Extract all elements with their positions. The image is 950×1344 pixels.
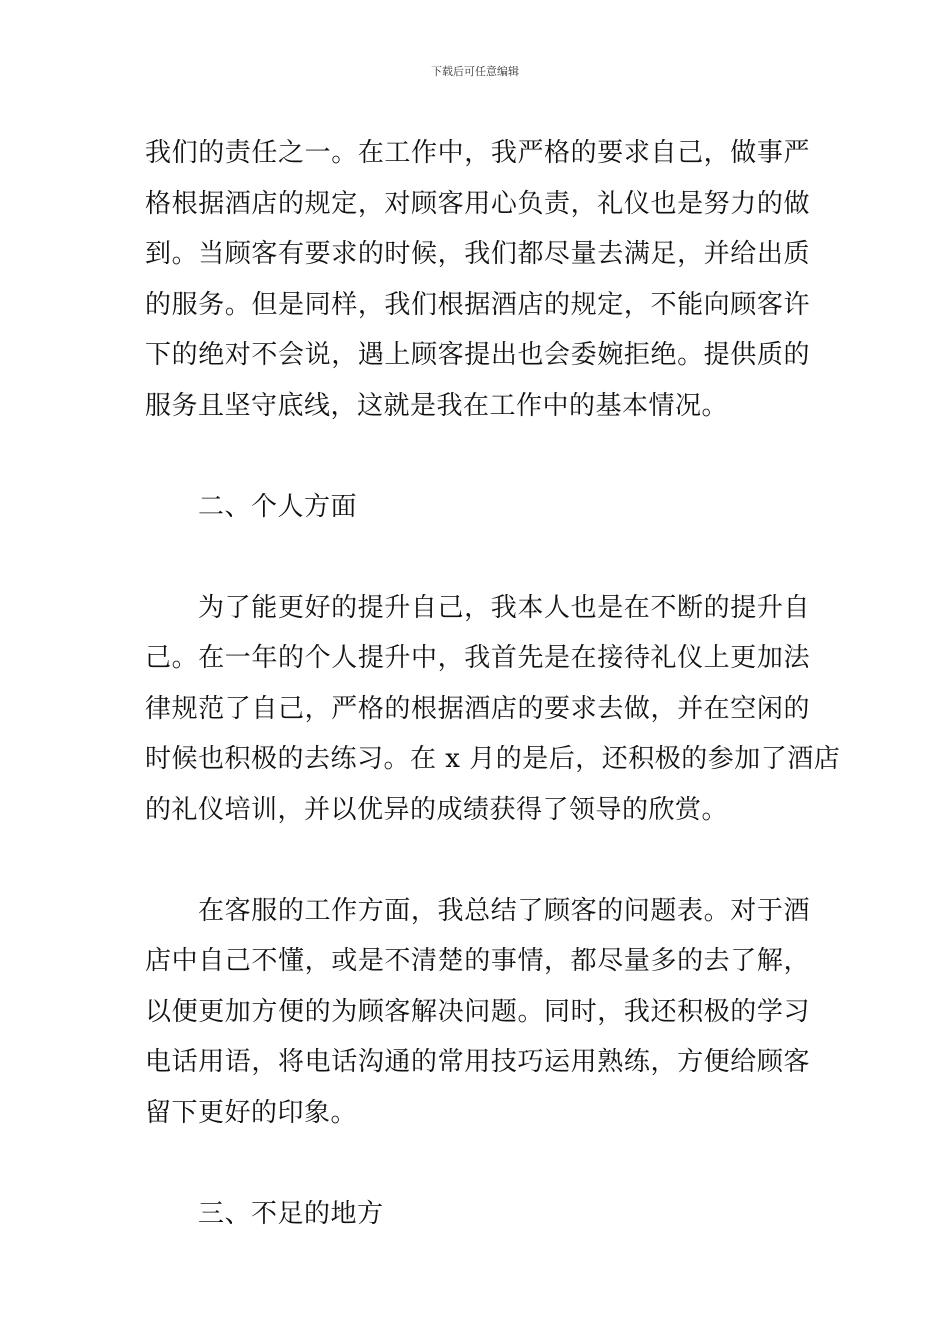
document-body (145, 128, 841, 1239)
paragraph-work-summary (145, 128, 810, 431)
paragraph-gap (145, 431, 810, 482)
text-line: 我们的责任之一。在工作中，我严格的要求自己，做事严 (145, 138, 810, 168)
text-line: 服务且坚守底线，这就是我在工作中的基本情况。 (145, 390, 729, 421)
text-line: 店中自己不懂，或是不清楚的事情，都尽量多的去了解， (145, 946, 810, 976)
text-line: 电话用语，将电话沟通的常用技巧运用熟练，方便给顾客 (145, 1047, 810, 1077)
text-line: 为了能更好的提升自己，我本人也是在不断的提升自 (198, 592, 810, 623)
text-line: 格根据酒店的规定，对顾客用心负责，礼仪也是努力的做 (145, 188, 810, 219)
paragraph-personal-improvement (145, 583, 841, 836)
paragraph-gap (145, 835, 810, 886)
text-line: 在客服的工作方面，我总结了顾客的问题表。对于酒 (198, 895, 810, 926)
text-line: 到。当顾客有要求的时候，我们都尽量去满足，并给出质 (145, 239, 810, 269)
text-line: 律规范了自己，严格的根据酒店的要求去做，并在空闲的 (145, 693, 810, 724)
section-heading-personal: 二、个人方面 (198, 491, 358, 522)
paragraph-customer-service (145, 886, 810, 1139)
text-line: 的礼仪培训，并以优异的成绩获得了领导的欣赏。 (145, 794, 729, 825)
text-line: 以便更加方便的为顾客解决问题。同时，我还积极的学习 (145, 996, 810, 1027)
text-line: 己。在一年的个人提升中，我首先是在接待礼仪上更加法 (145, 643, 810, 673)
text-line: 下的绝对不会说，遇上顾客提出也会委婉拒绝。提供质的 (145, 340, 810, 370)
text-line: 的服务。但是同样，我们根据酒店的规定，不能向顾客许 (145, 289, 810, 320)
paragraph-gap (145, 1138, 810, 1189)
text-line: 留下更好的印象。 (145, 1097, 358, 1128)
section-heading-shortcomings: 三、不足的地方 (198, 1198, 384, 1229)
paragraph-gap (145, 532, 810, 583)
text-line: 时候也积极的去练习。在 x 月的是后，还积极的参加了酒店 (145, 744, 841, 774)
page-header: 下载后可任意编辑 (431, 65, 519, 78)
